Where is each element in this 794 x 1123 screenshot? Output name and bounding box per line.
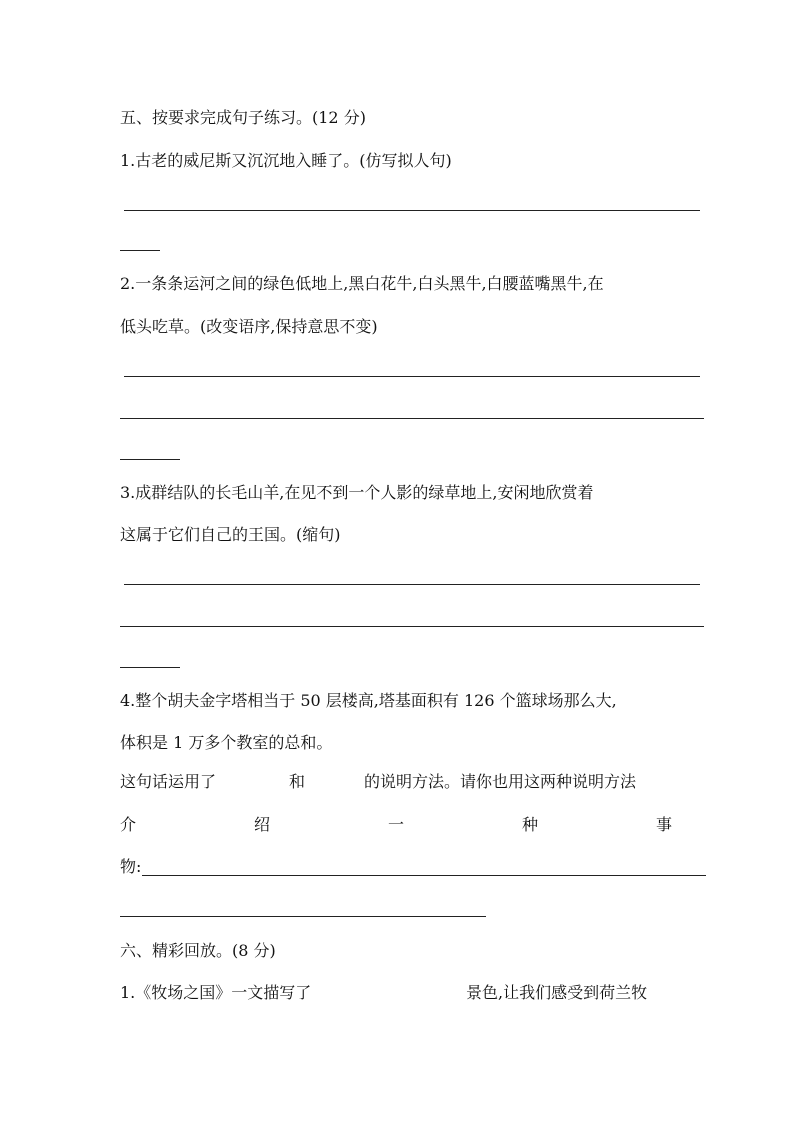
q3-answer-line-1[interactable]: [124, 584, 700, 585]
q2-answer-line-1[interactable]: [124, 376, 700, 377]
q2-answer-line-short[interactable]: [120, 459, 180, 460]
question-1-text: 1.古老的威尼斯又沉沉地入睡了。(仿写拟人句): [120, 151, 452, 170]
q3-answer-line-2[interactable]: [120, 626, 704, 627]
q3-answer-line-short[interactable]: [120, 667, 180, 668]
question-4-line-3-end: 的说明方法。请你也用这两种说明方法: [364, 772, 637, 791]
question-4-line-3-start: 这句话运用了: [120, 772, 217, 791]
question-2-line-1: 2.一条条运河之间的绿色低地上,黑白花牛,白头黑牛,白腰蓝嘴黑牛,在: [120, 274, 604, 293]
spread-char-5: 事: [656, 815, 673, 834]
question-3-line-2: 这属于它们自己的王国。(缩句): [120, 525, 341, 544]
section-5-heading: 五、按要求完成句子练习。(12 分): [120, 108, 366, 127]
spread-char-4: 种: [522, 815, 539, 834]
q1-answer-line-short[interactable]: [120, 250, 160, 251]
spread-char-3: 一: [388, 815, 405, 834]
spread-char-2: 绍: [254, 815, 271, 834]
q4-answer-line-1[interactable]: [142, 875, 706, 876]
section-6-question-1-end: 景色,让我们感受到荷兰牧: [466, 983, 648, 1002]
q1-answer-line-1[interactable]: [124, 210, 700, 211]
question-4-line-2: 体积是 1 万多个教室的总和。: [120, 733, 333, 752]
spread-char-1: 介: [120, 815, 137, 834]
section-6-heading: 六、精彩回放。(8 分): [120, 941, 276, 960]
q4-answer-line-2[interactable]: [120, 916, 486, 917]
question-4-line-3-and: 和: [289, 772, 306, 791]
section-6-question-1-start: 1.《牧场之国》一文描写了: [120, 983, 312, 1002]
question-3-line-1: 3.成群结队的长毛山羊,在见不到一个人影的绿草地上,安闲地欣赏着: [120, 483, 594, 502]
question-4-wu-label: 物:: [120, 857, 142, 876]
question-2-line-2: 低头吃草。(改变语序,保持意思不变): [120, 317, 378, 336]
q2-answer-line-2[interactable]: [120, 418, 704, 419]
question-4-line-1: 4.整个胡夫金字塔相当于 50 层楼高,塔基面积有 126 个篮球场那么大,: [120, 691, 617, 710]
